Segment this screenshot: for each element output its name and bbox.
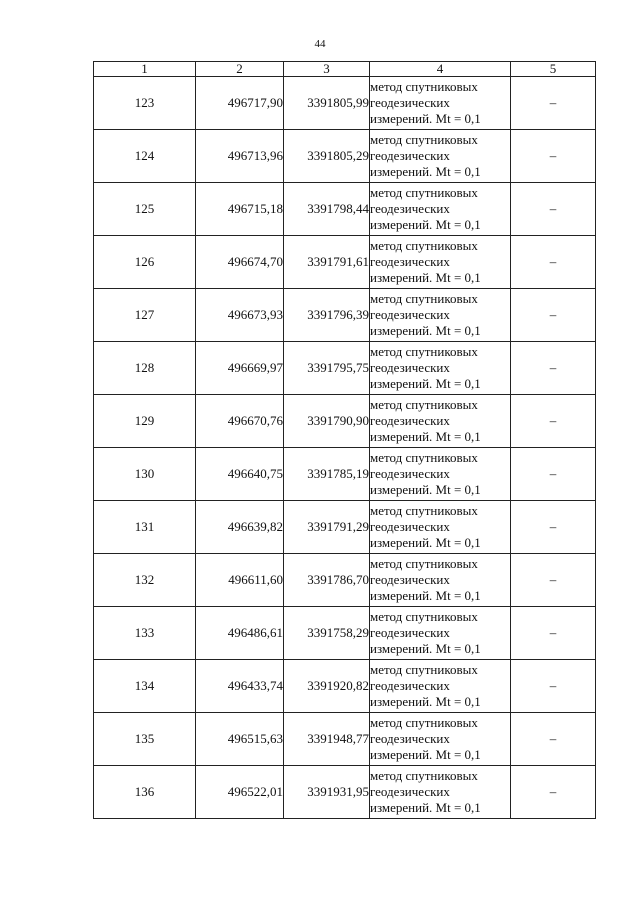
table-row bbox=[94, 236, 596, 289]
method-cell bbox=[370, 289, 511, 342]
method-line-3: измерений. Mt = 0,1 bbox=[370, 641, 481, 656]
coordinate-y: 3391795,75 bbox=[284, 342, 370, 395]
method-line-3: измерений. Mt = 0,1 bbox=[370, 482, 481, 497]
method-cell bbox=[370, 183, 511, 236]
table-row bbox=[94, 554, 596, 607]
coordinate-y: 3391805,99 bbox=[284, 77, 370, 130]
point-number: 130 bbox=[94, 448, 196, 501]
coordinate-y: 3391920,82 bbox=[284, 660, 370, 713]
note-cell: – bbox=[511, 554, 596, 607]
coordinate-y: 3391791,29 bbox=[284, 501, 370, 554]
method-line-1: метод спутниковых bbox=[370, 556, 478, 571]
coordinate-x: 496669,97 bbox=[196, 342, 284, 395]
page-number: 44 bbox=[314, 38, 326, 50]
method-line-1: метод спутниковых bbox=[370, 397, 478, 412]
method-cell bbox=[370, 395, 511, 448]
method-line-3: измерений. Mt = 0,1 bbox=[370, 323, 481, 338]
method-line-2: геодезических bbox=[370, 254, 450, 269]
table-row bbox=[94, 501, 596, 554]
coordinate-y: 3391791,61 bbox=[284, 236, 370, 289]
coordinate-x: 496611,60 bbox=[196, 554, 284, 607]
coordinate-x: 496522,01 bbox=[196, 766, 284, 819]
method-cell bbox=[370, 660, 511, 713]
method-line-1: метод спутниковых bbox=[370, 609, 478, 624]
method-cell bbox=[370, 554, 511, 607]
note-cell: – bbox=[511, 501, 596, 554]
method-cell bbox=[370, 448, 511, 501]
point-number: 132 bbox=[94, 554, 196, 607]
table-row bbox=[94, 342, 596, 395]
note-cell: – bbox=[511, 713, 596, 766]
method-line-1: метод спутниковых bbox=[370, 291, 478, 306]
method-line-3: измерений. Mt = 0,1 bbox=[370, 217, 481, 232]
method-cell bbox=[370, 607, 511, 660]
method-line-2: геодезических bbox=[370, 572, 450, 587]
method-line-3: измерений. Mt = 0,1 bbox=[370, 747, 481, 762]
method-line-1: метод спутниковых bbox=[370, 450, 478, 465]
table-row bbox=[94, 183, 596, 236]
note-cell: – bbox=[511, 130, 596, 183]
coordinate-x: 496515,63 bbox=[196, 713, 284, 766]
point-number: 124 bbox=[94, 130, 196, 183]
note-cell: – bbox=[511, 660, 596, 713]
method-cell bbox=[370, 130, 511, 183]
coordinate-x: 496713,96 bbox=[196, 130, 284, 183]
coordinate-y: 3391798,44 bbox=[284, 183, 370, 236]
method-line-1: метод спутниковых bbox=[370, 132, 478, 147]
note-cell: – bbox=[511, 342, 596, 395]
method-line-1: метод спутниковых bbox=[370, 185, 478, 200]
header-col-2: 2 bbox=[196, 62, 284, 77]
method-line-2: геодезических bbox=[370, 678, 450, 693]
table-row bbox=[94, 395, 596, 448]
method-line-3: измерений. Mt = 0,1 bbox=[370, 535, 481, 550]
coordinate-x: 496670,76 bbox=[196, 395, 284, 448]
table-row bbox=[94, 130, 596, 183]
method-line-2: геодезических bbox=[370, 784, 450, 799]
method-line-3: измерений. Mt = 0,1 bbox=[370, 588, 481, 603]
point-number: 123 bbox=[94, 77, 196, 130]
point-number: 133 bbox=[94, 607, 196, 660]
point-number: 131 bbox=[94, 501, 196, 554]
note-cell: – bbox=[511, 77, 596, 130]
method-line-2: геодезических bbox=[370, 625, 450, 640]
table-row bbox=[94, 713, 596, 766]
coordinate-x: 496640,75 bbox=[196, 448, 284, 501]
coordinate-y: 3391796,39 bbox=[284, 289, 370, 342]
method-line-1: метод спутниковых bbox=[370, 503, 478, 518]
coordinate-x: 496486,61 bbox=[196, 607, 284, 660]
table-row bbox=[94, 289, 596, 342]
point-number: 127 bbox=[94, 289, 196, 342]
coordinate-y: 3391785,19 bbox=[284, 448, 370, 501]
coordinate-y: 3391805,29 bbox=[284, 130, 370, 183]
method-line-2: геодезических bbox=[370, 201, 450, 216]
table-row bbox=[94, 77, 596, 130]
coordinate-x: 496715,18 bbox=[196, 183, 284, 236]
header-col-4: 4 bbox=[370, 62, 511, 77]
point-number: 136 bbox=[94, 766, 196, 819]
method-cell bbox=[370, 501, 511, 554]
method-line-1: метод спутниковых bbox=[370, 79, 478, 94]
coordinate-x: 496673,93 bbox=[196, 289, 284, 342]
method-cell bbox=[370, 766, 511, 819]
coordinate-y: 3391786,70 bbox=[284, 554, 370, 607]
method-line-3: измерений. Mt = 0,1 bbox=[370, 111, 481, 126]
method-line-3: измерений. Mt = 0,1 bbox=[370, 270, 481, 285]
method-line-3: измерений. Mt = 0,1 bbox=[370, 376, 481, 391]
table-row bbox=[94, 607, 596, 660]
method-line-1: метод спутниковых bbox=[370, 662, 478, 677]
note-cell: – bbox=[511, 289, 596, 342]
note-cell: – bbox=[511, 183, 596, 236]
point-number: 135 bbox=[94, 713, 196, 766]
method-line-1: метод спутниковых bbox=[370, 715, 478, 730]
header-row bbox=[94, 62, 596, 77]
coordinate-x: 496433,74 bbox=[196, 660, 284, 713]
method-line-3: измерений. Mt = 0,1 bbox=[370, 694, 481, 709]
note-cell: – bbox=[511, 395, 596, 448]
table-row bbox=[94, 766, 596, 819]
coordinate-x: 496717,90 bbox=[196, 77, 284, 130]
point-number: 134 bbox=[94, 660, 196, 713]
table-header bbox=[94, 62, 596, 77]
coordinate-x: 496674,70 bbox=[196, 236, 284, 289]
note-cell: – bbox=[511, 448, 596, 501]
method-line-2: геодезических bbox=[370, 413, 450, 428]
method-line-1: метод спутниковых bbox=[370, 238, 478, 253]
header-col-3: 3 bbox=[284, 62, 370, 77]
note-cell: – bbox=[511, 766, 596, 819]
method-line-2: геодезических bbox=[370, 307, 450, 322]
table-row bbox=[94, 448, 596, 501]
coordinates-table bbox=[93, 61, 596, 819]
table-body bbox=[94, 77, 596, 819]
header-col-1: 1 bbox=[94, 62, 196, 77]
method-line-1: метод спутниковых bbox=[370, 344, 478, 359]
method-cell bbox=[370, 342, 511, 395]
point-number: 126 bbox=[94, 236, 196, 289]
method-line-3: измерений. Mt = 0,1 bbox=[370, 164, 481, 179]
coordinate-y: 3391790,90 bbox=[284, 395, 370, 448]
method-cell bbox=[370, 77, 511, 130]
note-cell: – bbox=[511, 607, 596, 660]
header-col-5: 5 bbox=[511, 62, 596, 77]
method-cell bbox=[370, 713, 511, 766]
coordinate-y: 3391931,95 bbox=[284, 766, 370, 819]
method-line-2: геодезических bbox=[370, 731, 450, 746]
point-number: 128 bbox=[94, 342, 196, 395]
method-line-3: измерений. Mt = 0,1 bbox=[370, 429, 481, 444]
coordinate-y: 3391948,77 bbox=[284, 713, 370, 766]
coordinate-y: 3391758,29 bbox=[284, 607, 370, 660]
coordinate-x: 496639,82 bbox=[196, 501, 284, 554]
method-line-1: метод спутниковых bbox=[370, 768, 478, 783]
method-line-2: геодезических bbox=[370, 95, 450, 110]
note-cell: – bbox=[511, 236, 596, 289]
method-line-2: геодезических bbox=[370, 519, 450, 534]
method-line-2: геодезических bbox=[370, 360, 450, 375]
method-line-2: геодезических bbox=[370, 466, 450, 481]
method-line-2: геодезических bbox=[370, 148, 450, 163]
point-number: 125 bbox=[94, 183, 196, 236]
method-cell bbox=[370, 236, 511, 289]
method-line-3: измерений. Mt = 0,1 bbox=[370, 800, 481, 815]
point-number: 129 bbox=[94, 395, 196, 448]
table-row bbox=[94, 660, 596, 713]
